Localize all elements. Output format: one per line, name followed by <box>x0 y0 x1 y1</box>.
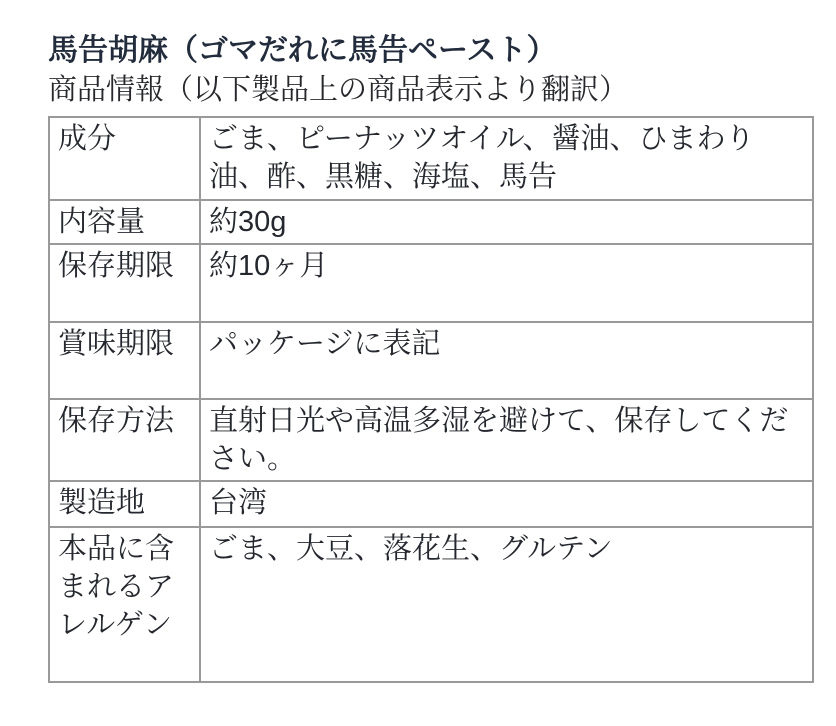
table-row-shelf-life <box>49 244 813 322</box>
row-value: 約30g <box>200 200 813 244</box>
row-label: 成分 <box>49 117 200 200</box>
row-value: ごま、ピーナッツオイル、醤油、ひまわり油、酢、黒糖、海塩、馬告 <box>200 117 813 200</box>
row-label: 保存期限 <box>49 244 200 322</box>
row-value: 直射日光や高温多湿を避けて、保存してください。 <box>200 399 813 481</box>
row-value: 約10ヶ月 <box>200 244 813 322</box>
page-title: 馬告胡麻（ゴマだれに馬告ペースト） <box>48 34 557 67</box>
row-label: 製造地 <box>49 481 200 527</box>
table-row-allergens <box>49 527 813 682</box>
row-value: ごま、大豆、落花生、グルテン <box>200 527 813 682</box>
row-label: 保存方法 <box>49 399 200 481</box>
table-row-net-content <box>49 200 813 244</box>
row-label: 内容量 <box>49 200 200 244</box>
product-info-table <box>48 116 814 683</box>
table-row-ingredients <box>49 117 813 200</box>
row-value: パッケージに表記 <box>200 322 813 399</box>
row-label: 賞味期限 <box>49 322 200 399</box>
table-row-best-before <box>49 322 813 399</box>
table-row-origin <box>49 481 813 527</box>
page-subtitle: 商品情報（以下製品上の商品表示より翻訳） <box>48 74 629 106</box>
row-value: 台湾 <box>200 481 813 527</box>
row-label: 本品に含まれるアレルゲン <box>49 527 200 682</box>
table-row-storage-method <box>49 399 813 481</box>
